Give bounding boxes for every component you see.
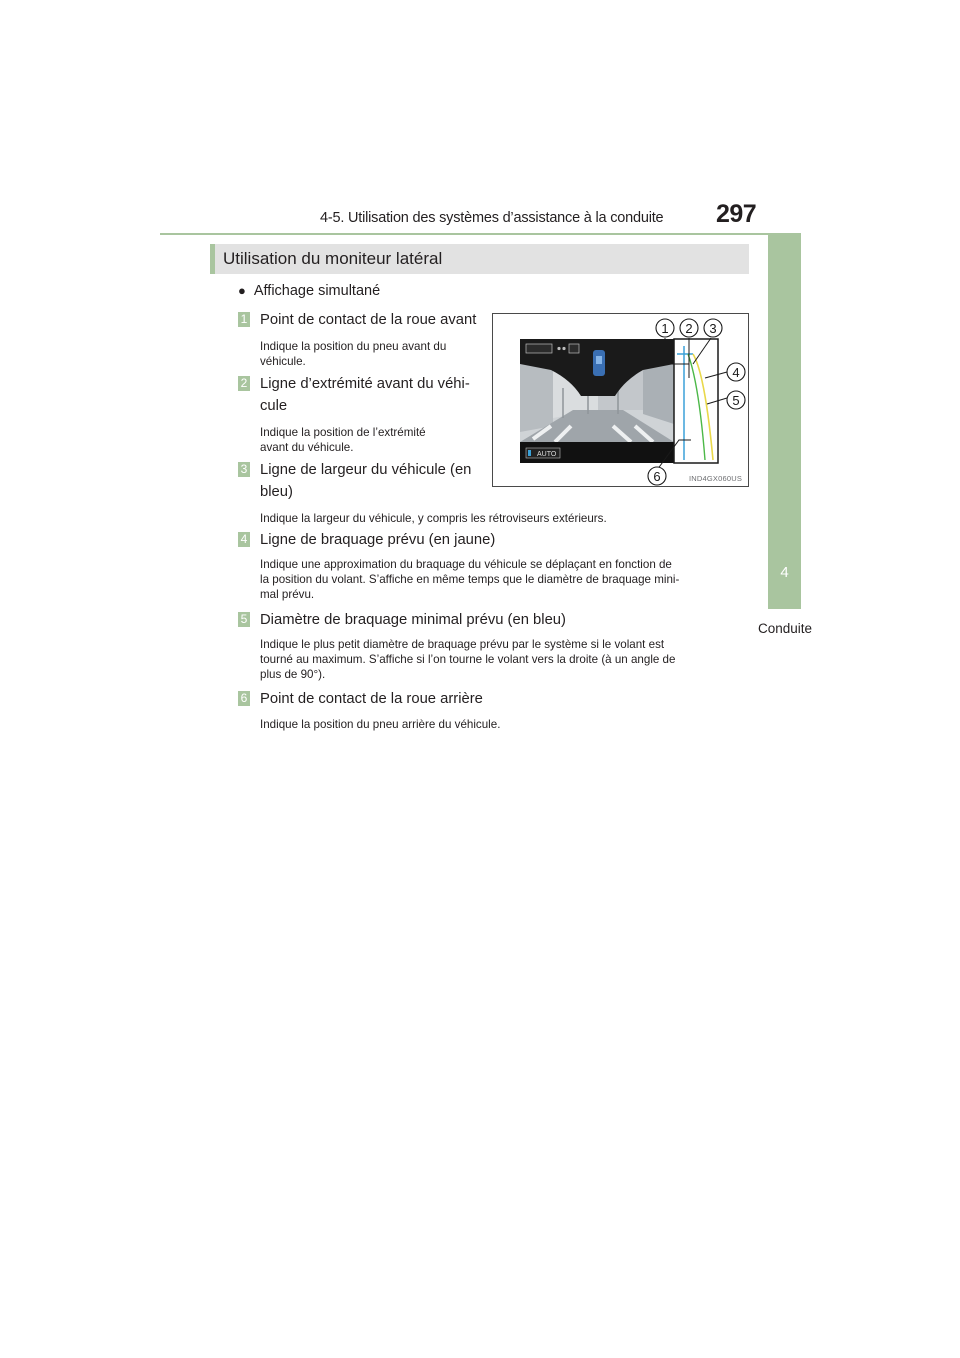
callout-4: [727, 363, 745, 381]
figure-code: IND4GX060US: [689, 474, 743, 483]
svg-text:4: 4: [732, 365, 740, 380]
bullet-icon: ●: [238, 283, 246, 298]
item-title: Diamètre de braquage minimal prévu (en bleu): [260, 612, 566, 628]
desc-line: mal prévu.: [260, 588, 315, 601]
svg-text:3: 3: [709, 321, 717, 336]
auto-label: AUTO: [537, 451, 557, 458]
callout-6: [648, 467, 666, 485]
item-title: [260, 459, 482, 503]
desc-line: Indique la position du pneu avant du: [260, 340, 447, 353]
section-stripe: [210, 244, 215, 274]
item-title: Point de contact de la roue arrière: [260, 691, 483, 707]
svg-text:1: 1: [661, 321, 669, 336]
item-title: Ligne de braquage prévu (en jaune): [260, 532, 496, 548]
section-heading: [210, 244, 749, 274]
chapter-label: Conduite: [757, 621, 813, 636]
title-line: Ligne d’extrémité avant du véhi-: [260, 376, 470, 392]
desc-line: la position du volant. S’affiche en même temps que le diamètre de braquage mini-: [260, 573, 680, 586]
callout-3: [704, 319, 722, 337]
bullet-text: Affichage simultané: [253, 283, 381, 299]
item-description: Indique la position du pneu arrière du véhicule.: [260, 718, 501, 731]
chapter-tab: [768, 234, 801, 609]
svg-text:5: 5: [732, 393, 740, 408]
view-dot-icon: [562, 347, 565, 350]
item-number-badge: 2: [238, 376, 250, 391]
view-icon: [569, 344, 579, 353]
title-line: bleu): [260, 484, 293, 500]
desc-line: Indique une approximation du braquage du véhicule se déplaçant en fonction de: [260, 558, 672, 571]
item-number-badge: 3: [238, 462, 250, 477]
bullet-line: [238, 283, 380, 299]
callout-2: [680, 319, 698, 337]
desc-line: avant du véhicule.: [260, 441, 354, 454]
desc-line: plus de 90°).: [260, 668, 326, 681]
header-rule: [160, 233, 801, 235]
page-number: 297: [716, 200, 757, 228]
item-number-badge: 5: [238, 612, 250, 627]
camera-toggle-icon: [526, 344, 552, 353]
item-title: Point de contact de la roue avant: [260, 312, 477, 328]
item-number-badge: 6: [238, 691, 250, 706]
item-description: Indique la largeur du véhicule, y compris les rétroviseurs extérieurs.: [260, 512, 607, 525]
desc-line: tourné au maximum. S’affiche si l’on tourne le volant vers la droite (à un angle de: [260, 653, 676, 666]
item-number-badge: 4: [238, 532, 250, 547]
svg-text:6: 6: [653, 469, 661, 484]
title-line: Ligne de largeur du véhicule (en: [260, 462, 472, 478]
desc-line: Indique la position de l’extrémité: [260, 426, 426, 439]
section-title: Utilisation du moniteur latéral: [223, 249, 443, 268]
callout-5: [727, 391, 745, 409]
item-description: [260, 339, 482, 369]
monitor-diagram: [493, 314, 749, 487]
item-description: [260, 637, 745, 682]
desc-line: véhicule.: [260, 355, 306, 368]
item-description: [260, 425, 482, 455]
item-title: [260, 373, 482, 417]
item-number-badge: 1: [238, 312, 250, 327]
svg-text:2: 2: [685, 321, 693, 336]
running-header: 4-5. Utilisation des systèmes d’assistance à la conduite: [320, 210, 664, 226]
callout-1: [656, 319, 674, 337]
desc-line: Indique le plus petit diamètre de braquage prévu par le système si le volant est: [260, 638, 665, 651]
chapter-number: 4: [780, 564, 789, 581]
title-line: cule: [260, 398, 288, 414]
item-description: [260, 557, 745, 602]
side-monitor-illustration: [492, 313, 749, 487]
view-dot-icon: [557, 347, 560, 350]
